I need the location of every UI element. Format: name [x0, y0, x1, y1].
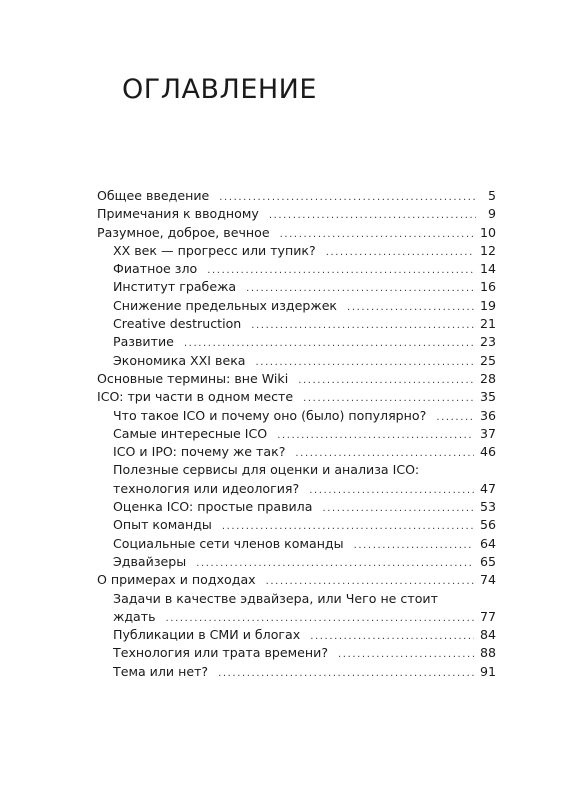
dot-leader — [207, 262, 474, 280]
toc-entry-page: 25 — [479, 352, 496, 368]
toc-entry-page: 53 — [479, 499, 496, 515]
toc-entry-page: 74 — [479, 572, 496, 588]
dot-leader — [251, 317, 474, 335]
toc-entry-label: Самые интересные ICO — [113, 425, 268, 441]
toc-entry-line1[interactable] — [97, 461, 496, 479]
toc-entry-label: Общее введение — [97, 188, 210, 203]
toc-entry[interactable] — [97, 352, 496, 370]
toc-entry[interactable] — [97, 205, 496, 223]
toc-entry-page: 10 — [479, 224, 496, 240]
toc-entry[interactable] — [97, 535, 496, 553]
toc-entry[interactable] — [97, 443, 496, 461]
toc-entry[interactable] — [97, 370, 496, 388]
dot-leader — [309, 482, 474, 500]
dot-leader — [326, 244, 474, 262]
toc-entry-page: 12 — [479, 242, 496, 258]
toc-entry-label: Снижение предельных издержек — [113, 297, 338, 313]
table-of-contents — [97, 187, 496, 681]
toc-entry[interactable] — [97, 278, 496, 296]
dot-leader — [269, 207, 476, 225]
toc-entry[interactable] — [97, 425, 496, 443]
dot-leader — [218, 665, 474, 683]
toc-entry[interactable] — [97, 626, 496, 644]
toc-entry-label: Creative destruction — [113, 316, 242, 332]
dot-leader — [277, 427, 474, 445]
toc-entry[interactable] — [97, 333, 496, 351]
toc-entry-page: 65 — [479, 553, 496, 569]
toc-entry[interactable] — [97, 498, 496, 516]
dot-leader — [310, 628, 474, 646]
toc-entry-page: 77 — [479, 608, 496, 624]
toc-entry-page: 14 — [479, 261, 496, 277]
toc-entry-label: ждать — [113, 608, 156, 624]
toc-entry[interactable] — [97, 388, 496, 406]
toc-entry-label: ICO: три части в одном месте — [97, 389, 294, 405]
dot-leader — [347, 299, 474, 317]
toc-entry-label: Задачи в качестве эдвайзера, или Чего не стоит — [113, 590, 438, 606]
dot-leader — [436, 409, 474, 427]
toc-entry[interactable] — [97, 260, 496, 278]
toc-entry-label: Что такое ICO и почему оно (было) популярно? — [113, 407, 427, 423]
toc-entry-page: 47 — [479, 480, 496, 496]
toc-entry-page: 37 — [479, 425, 496, 441]
toc-entry-label: Социальные сети членов команды — [113, 535, 344, 551]
dot-leader — [354, 537, 474, 555]
toc-entry[interactable] — [97, 644, 496, 662]
toc-entry-label: технология или идеология? — [113, 480, 300, 496]
toc-entry-page: 88 — [479, 645, 496, 661]
toc-entry-label: Экономика XXI века — [113, 352, 246, 368]
toc-entry-page: 64 — [479, 535, 496, 551]
toc-entry[interactable] — [97, 516, 496, 534]
toc-entry-page: 91 — [479, 663, 496, 679]
toc-entry-page: 36 — [479, 407, 496, 423]
toc-entry-label: Оценка ICO: простые правила — [113, 499, 313, 515]
toc-entry-page: 28 — [479, 370, 496, 386]
toc-entry[interactable] — [97, 571, 496, 589]
toc-entry-label: Основные термины: вне Wiki — [97, 370, 289, 386]
toc-entry[interactable] — [97, 608, 496, 626]
toc-entry-page: 5 — [487, 188, 496, 203]
toc-entry[interactable] — [97, 553, 496, 571]
toc-entry-label: Публикации в СМИ и блогах — [113, 627, 301, 643]
toc-entry-page: 21 — [479, 316, 496, 332]
toc-entry[interactable] — [97, 315, 496, 333]
toc-entry-label: ICO и IPO: почему же так? — [113, 444, 286, 460]
toc-entry-page: 84 — [479, 627, 496, 643]
toc-entry-label: Полезные сервисы для оценки и анализа ICO: — [113, 462, 420, 478]
toc-entry-page: 9 — [487, 206, 496, 222]
toc-entry-page: 35 — [479, 389, 496, 405]
toc-entry-label: О примерах и подходах — [97, 572, 256, 588]
dot-leader — [256, 354, 474, 372]
toc-entry-page: 23 — [479, 334, 496, 350]
toc-entry[interactable] — [97, 187, 496, 205]
toc-entry-label: Развитие — [113, 334, 174, 350]
toc-entry-label: Институт грабежа — [113, 279, 237, 295]
toc-entry-label: Тема или нет? — [113, 663, 209, 679]
toc-entry[interactable] — [97, 480, 496, 498]
toc-entry-page: 46 — [479, 444, 496, 460]
toc-entry-label: Фиатное зло — [113, 261, 198, 277]
toc-entry-label: XX век — прогресс или тупик? — [113, 242, 316, 258]
toc-entry-page: 19 — [479, 297, 496, 313]
toc-entry-page: 16 — [479, 279, 496, 295]
dot-leader — [266, 573, 474, 591]
toc-entry[interactable] — [97, 224, 496, 242]
toc-entry-line1[interactable] — [97, 590, 496, 608]
toc-entry[interactable] — [97, 297, 496, 315]
toc-entry-label: Эдвайзеры — [113, 553, 187, 569]
toc-entry-label: Разумное, доброе, вечное — [97, 224, 270, 240]
toc-entry[interactable] — [97, 407, 496, 425]
dot-leader — [322, 500, 474, 518]
toc-entry-label: Опыт команды — [113, 517, 212, 533]
dot-leader — [338, 646, 474, 664]
toc-entry[interactable] — [97, 242, 496, 260]
toc-entry[interactable] — [97, 663, 496, 681]
toc-entry-page: 56 — [479, 517, 496, 533]
dot-leader — [298, 372, 474, 390]
toc-entry-label: Технология или трата времени? — [113, 645, 329, 661]
page-title: ОГЛАВЛЕНИЕ — [122, 74, 317, 105]
toc-entry-label: Примечания к вводному — [97, 206, 259, 222]
